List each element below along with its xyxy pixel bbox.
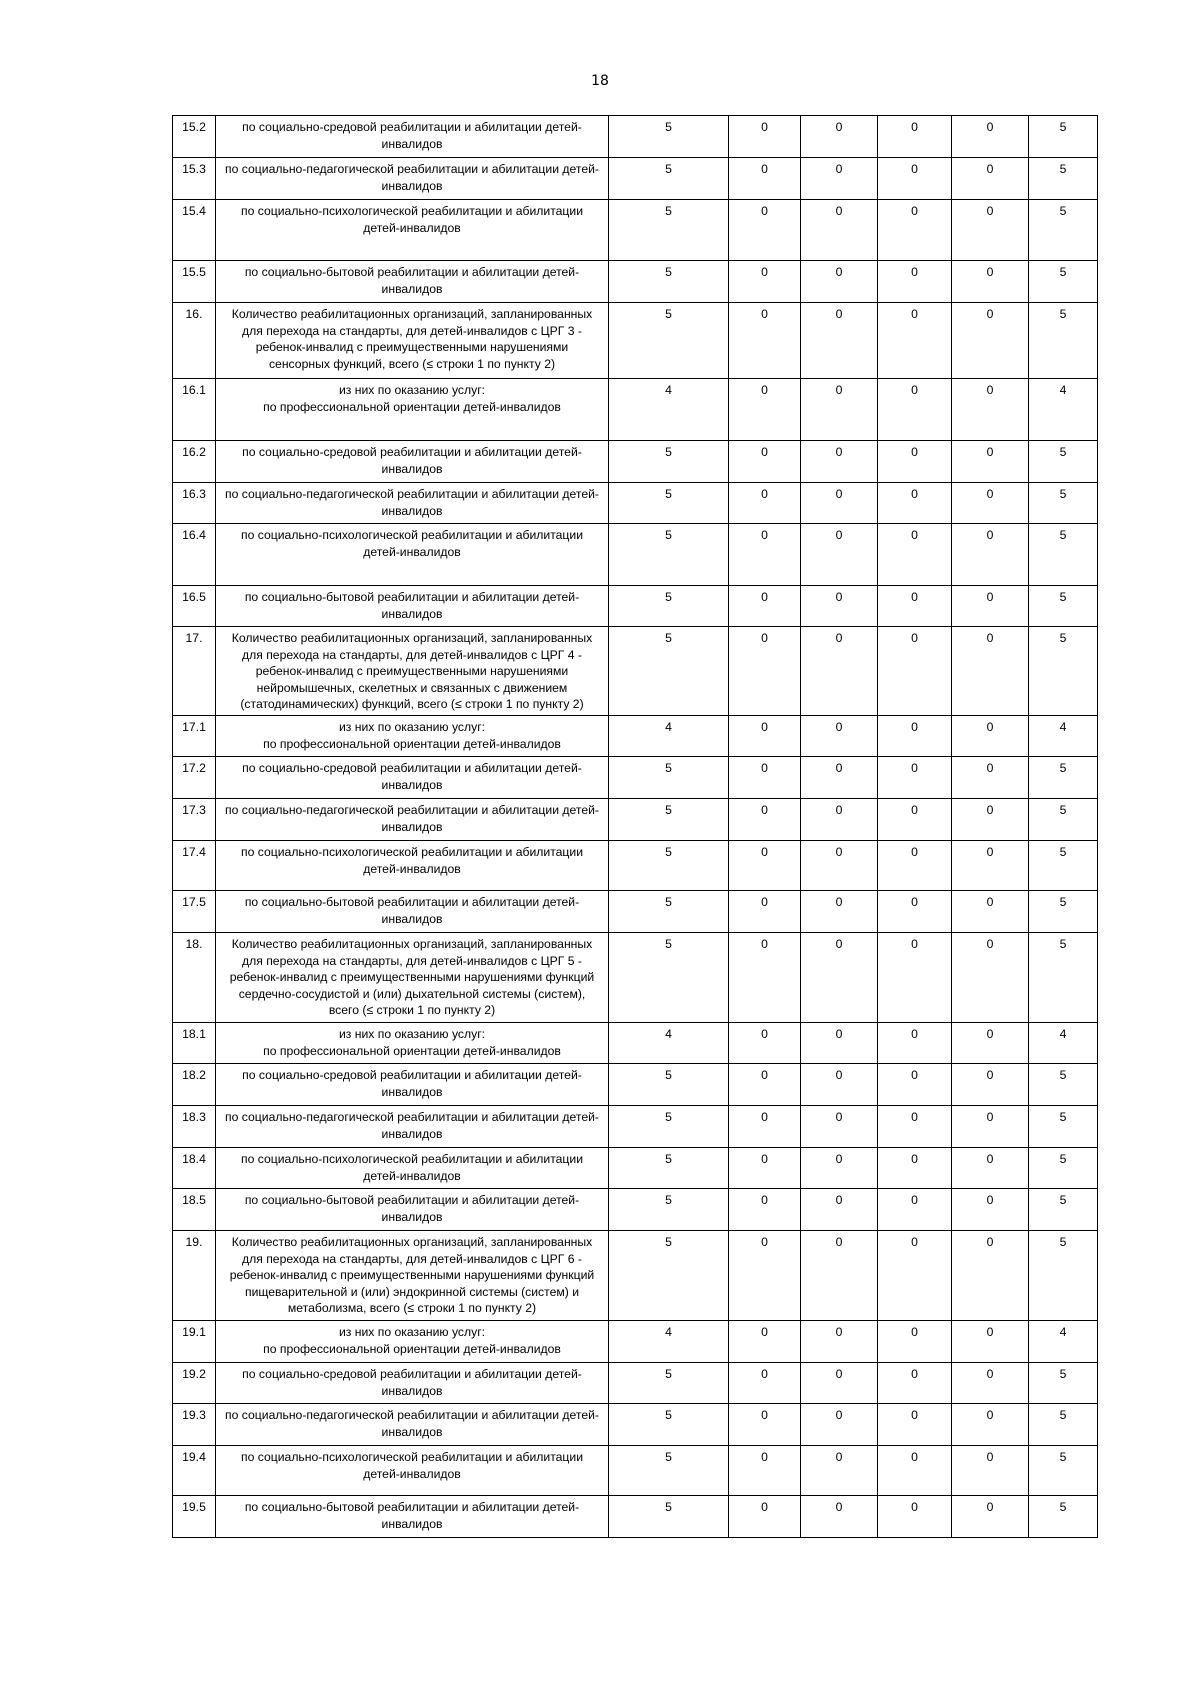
- page-number: 18: [591, 73, 609, 89]
- value-cell-col-3: 0: [801, 116, 878, 158]
- value-cell-col-3: 0: [801, 891, 878, 933]
- table-row: [173, 716, 1098, 757]
- value-cell-col-5: 0: [952, 1321, 1029, 1363]
- row-number: 16.4: [173, 524, 216, 586]
- table-row: [173, 200, 1098, 261]
- value-cell-col-4: 0: [878, 441, 952, 483]
- value-cell-col-5: 0: [952, 1064, 1029, 1106]
- value-cell-col-2: 0: [729, 1404, 801, 1446]
- row-number: 18.3: [173, 1106, 216, 1148]
- table-row: [173, 379, 1098, 441]
- value-cell-col-2: 0: [729, 716, 801, 757]
- value-cell-col-1: 5: [609, 1148, 729, 1189]
- row-description: по социально-средовой реабилитации и абилитации детей- инвалидов: [216, 1064, 609, 1106]
- value-cell-col-6: 5: [1029, 1189, 1098, 1231]
- row-number: 19.4: [173, 1446, 216, 1496]
- value-cell-col-1: 5: [609, 1064, 729, 1106]
- value-cell-col-2: 0: [729, 303, 801, 379]
- table-row: [173, 1189, 1098, 1231]
- value-cell-col-6: 5: [1029, 799, 1098, 841]
- value-cell-col-4: 0: [878, 1363, 952, 1404]
- row-description: по социально-педагогической реабилитации и абилитации детей- инвалидов: [216, 158, 609, 200]
- value-cell-col-1: 5: [609, 261, 729, 303]
- row-number: 17.4: [173, 841, 216, 891]
- value-cell-col-6: 5: [1029, 261, 1098, 303]
- value-cell-col-1: 5: [609, 1189, 729, 1231]
- row-number: 16.5: [173, 586, 216, 627]
- value-cell-col-5: 0: [952, 158, 1029, 200]
- row-description: по социально-бытовой реабилитации и абилитации детей- инвалидов: [216, 261, 609, 303]
- row-number: 15.5: [173, 261, 216, 303]
- row-number: 19.5: [173, 1496, 216, 1538]
- value-cell-col-6: 5: [1029, 483, 1098, 524]
- value-cell-col-1: 5: [609, 1106, 729, 1148]
- value-cell-col-5: 0: [952, 524, 1029, 586]
- value-cell-col-5: 0: [952, 1148, 1029, 1189]
- value-cell-col-3: 0: [801, 1189, 878, 1231]
- value-cell-col-3: 0: [801, 1231, 878, 1321]
- row-description: по социально-педагогической реабилитации и абилитации детей- инвалидов: [216, 1404, 609, 1446]
- row-description: по социально-бытовой реабилитации и абилитации детей- инвалидов: [216, 1496, 609, 1538]
- value-cell-col-2: 0: [729, 1064, 801, 1106]
- value-cell-col-4: 0: [878, 1404, 952, 1446]
- table-body: [173, 116, 1098, 1538]
- value-cell-col-6: 5: [1029, 303, 1098, 379]
- row-description: по социально-средовой реабилитации и абилитации детей- инвалидов: [216, 441, 609, 483]
- value-cell-col-4: 0: [878, 200, 952, 261]
- value-cell-col-6: 5: [1029, 200, 1098, 261]
- value-cell-col-6: 5: [1029, 757, 1098, 799]
- table-row: [173, 303, 1098, 379]
- row-number: 18.2: [173, 1064, 216, 1106]
- value-cell-col-6: 5: [1029, 158, 1098, 200]
- value-cell-col-4: 0: [878, 261, 952, 303]
- value-cell-col-5: 0: [952, 716, 1029, 757]
- table-row: [173, 1496, 1098, 1538]
- row-description: по социально-бытовой реабилитации и абилитации детей- инвалидов: [216, 586, 609, 627]
- value-cell-col-3: 0: [801, 158, 878, 200]
- value-cell-col-1: 5: [609, 891, 729, 933]
- row-number: 19.: [173, 1231, 216, 1321]
- value-cell-col-4: 0: [878, 1189, 952, 1231]
- value-cell-col-1: 5: [609, 799, 729, 841]
- value-cell-col-4: 0: [878, 1064, 952, 1106]
- value-cell-col-3: 0: [801, 1023, 878, 1064]
- value-cell-col-1: 5: [609, 483, 729, 524]
- value-cell-col-1: 5: [609, 1496, 729, 1538]
- value-cell-col-4: 0: [878, 1148, 952, 1189]
- value-cell-col-3: 0: [801, 483, 878, 524]
- value-cell-col-3: 0: [801, 1363, 878, 1404]
- row-description: из них по оказанию услуг: по профессиональной ориентации детей-инвалидов: [216, 1023, 609, 1064]
- value-cell-col-3: 0: [801, 524, 878, 586]
- value-cell-col-2: 0: [729, 1189, 801, 1231]
- value-cell-col-6: 5: [1029, 441, 1098, 483]
- value-cell-col-2: 0: [729, 1231, 801, 1321]
- value-cell-col-4: 0: [878, 1023, 952, 1064]
- value-cell-col-1: 5: [609, 1446, 729, 1496]
- row-description: по социально-психологической реабилитации и абилитации детей-инвалидов: [216, 1446, 609, 1496]
- value-cell-col-2: 0: [729, 757, 801, 799]
- row-number: 18.4: [173, 1148, 216, 1189]
- table-row: [173, 158, 1098, 200]
- value-cell-col-1: 5: [609, 1363, 729, 1404]
- value-cell-col-6: 4: [1029, 716, 1098, 757]
- value-cell-col-3: 0: [801, 1446, 878, 1496]
- table-row: [173, 933, 1098, 1023]
- row-description: по социально-педагогической реабилитации и абилитации детей- инвалидов: [216, 483, 609, 524]
- value-cell-col-4: 0: [878, 586, 952, 627]
- value-cell-col-6: 5: [1029, 1404, 1098, 1446]
- value-cell-col-5: 0: [952, 1496, 1029, 1538]
- value-cell-col-2: 0: [729, 379, 801, 441]
- value-cell-col-2: 0: [729, 524, 801, 586]
- table-row: [173, 1148, 1098, 1189]
- row-number: 16.2: [173, 441, 216, 483]
- value-cell-col-2: 0: [729, 841, 801, 891]
- value-cell-col-4: 0: [878, 627, 952, 716]
- value-cell-col-3: 0: [801, 200, 878, 261]
- value-cell-col-4: 0: [878, 1446, 952, 1496]
- value-cell-col-4: 0: [878, 1496, 952, 1538]
- value-cell-col-5: 0: [952, 1023, 1029, 1064]
- value-cell-col-4: 0: [878, 757, 952, 799]
- value-cell-col-4: 0: [878, 841, 952, 891]
- row-description: по социально-средовой реабилитации и абилитации детей- инвалидов: [216, 116, 609, 158]
- value-cell-col-3: 0: [801, 1106, 878, 1148]
- row-description: Количество реабилитационных организаций, запланированных для перехода на стандарты, для детей-инвалидов с ЦРГ 6 - ребенок-инвалид с преимущественными нарушениями функций пищеварительной и (или) эндокринной системы (систем) и метаболизма, всего (≤ строки 1 по пункту 2): [216, 1231, 609, 1321]
- value-cell-col-2: 0: [729, 799, 801, 841]
- value-cell-col-4: 0: [878, 1106, 952, 1148]
- value-cell-col-4: 0: [878, 1321, 952, 1363]
- value-cell-col-5: 0: [952, 933, 1029, 1023]
- value-cell-col-3: 0: [801, 933, 878, 1023]
- value-cell-col-6: 4: [1029, 1321, 1098, 1363]
- value-cell-col-4: 0: [878, 933, 952, 1023]
- row-number: 18.1: [173, 1023, 216, 1064]
- row-number: 15.3: [173, 158, 216, 200]
- row-number: 17.: [173, 627, 216, 716]
- value-cell-col-5: 0: [952, 303, 1029, 379]
- value-cell-col-2: 0: [729, 1148, 801, 1189]
- row-description: по социально-психологической реабилитации и абилитации детей-инвалидов: [216, 524, 609, 586]
- table-row: [173, 1106, 1098, 1148]
- value-cell-col-6: 5: [1029, 1148, 1098, 1189]
- row-description: из них по оказанию услуг: по профессиональной ориентации детей-инвалидов: [216, 716, 609, 757]
- value-cell-col-2: 0: [729, 1496, 801, 1538]
- value-cell-col-4: 0: [878, 158, 952, 200]
- row-description: Количество реабилитационных организаций, запланированных для перехода на стандарты, для детей-инвалидов с ЦРГ 4 - ребенок-инвалид с преимущественными нарушениями нейромышечных, скелетных и связанных с движением (статодинамических) функций, всего (≤ строки 1 по пункту 2): [216, 627, 609, 716]
- row-number: 19.1: [173, 1321, 216, 1363]
- row-number: 16.3: [173, 483, 216, 524]
- value-cell-col-5: 0: [952, 586, 1029, 627]
- value-cell-col-5: 0: [952, 379, 1029, 441]
- table-row: [173, 627, 1098, 716]
- value-cell-col-1: 5: [609, 586, 729, 627]
- value-cell-col-2: 0: [729, 1321, 801, 1363]
- value-cell-col-5: 0: [952, 627, 1029, 716]
- value-cell-col-3: 0: [801, 1496, 878, 1538]
- row-description: по социально-средовой реабилитации и абилитации детей- инвалидов: [216, 1363, 609, 1404]
- value-cell-col-2: 0: [729, 1446, 801, 1496]
- row-description: по социально-педагогической реабилитации и абилитации детей- инвалидов: [216, 1106, 609, 1148]
- value-cell-col-4: 0: [878, 891, 952, 933]
- value-cell-col-1: 5: [609, 1231, 729, 1321]
- report-table: [172, 115, 1098, 1538]
- row-description: Количество реабилитационных организаций, запланированных для перехода на стандарты, для детей-инвалидов с ЦРГ 5 - ребенок-инвалид с преимущественными нарушениями функций сердечно-сосудистой и (или) дыхательной системы (систем), всего (≤ строки 1 по пункту 2): [216, 933, 609, 1023]
- table-row: [173, 1064, 1098, 1106]
- value-cell-col-2: 0: [729, 627, 801, 716]
- value-cell-col-4: 0: [878, 799, 952, 841]
- table-row: [173, 261, 1098, 303]
- value-cell-col-5: 0: [952, 1231, 1029, 1321]
- value-cell-col-1: 4: [609, 716, 729, 757]
- table-row: [173, 1023, 1098, 1064]
- table-row: [173, 757, 1098, 799]
- value-cell-col-2: 0: [729, 200, 801, 261]
- value-cell-col-2: 0: [729, 1106, 801, 1148]
- value-cell-col-1: 5: [609, 441, 729, 483]
- value-cell-col-2: 0: [729, 261, 801, 303]
- value-cell-col-5: 0: [952, 483, 1029, 524]
- value-cell-col-6: 5: [1029, 1496, 1098, 1538]
- row-number: 16.: [173, 303, 216, 379]
- row-number: 15.4: [173, 200, 216, 261]
- value-cell-col-6: 5: [1029, 1231, 1098, 1321]
- value-cell-col-2: 0: [729, 891, 801, 933]
- value-cell-col-3: 0: [801, 303, 878, 379]
- table-row: [173, 1231, 1098, 1321]
- value-cell-col-5: 0: [952, 1404, 1029, 1446]
- value-cell-col-5: 0: [952, 1446, 1029, 1496]
- value-cell-col-3: 0: [801, 261, 878, 303]
- value-cell-col-4: 0: [878, 483, 952, 524]
- value-cell-col-6: 5: [1029, 1363, 1098, 1404]
- value-cell-col-4: 0: [878, 379, 952, 441]
- row-description: из них по оказанию услуг: по профессиональной ориентации детей-инвалидов: [216, 1321, 609, 1363]
- value-cell-col-5: 0: [952, 116, 1029, 158]
- value-cell-col-1: 4: [609, 1023, 729, 1064]
- value-cell-col-3: 0: [801, 1064, 878, 1106]
- value-cell-col-6: 5: [1029, 1064, 1098, 1106]
- value-cell-col-3: 0: [801, 1148, 878, 1189]
- value-cell-col-4: 0: [878, 303, 952, 379]
- table-row: [173, 116, 1098, 158]
- row-number: 17.2: [173, 757, 216, 799]
- row-description: по социально-педагогической реабилитации и абилитации детей- инвалидов: [216, 799, 609, 841]
- table-row: [173, 1321, 1098, 1363]
- value-cell-col-2: 0: [729, 483, 801, 524]
- value-cell-col-2: 0: [729, 116, 801, 158]
- table-row: [173, 483, 1098, 524]
- row-number: 17.5: [173, 891, 216, 933]
- row-description: из них по оказанию услуг: по профессиональной ориентации детей-инвалидов: [216, 379, 609, 441]
- value-cell-col-4: 0: [878, 716, 952, 757]
- table-row: [173, 1363, 1098, 1404]
- value-cell-col-1: 4: [609, 1321, 729, 1363]
- table-row: [173, 1446, 1098, 1496]
- row-description: по социально-психологической реабилитации и абилитации детей-инвалидов: [216, 841, 609, 891]
- row-number: 17.1: [173, 716, 216, 757]
- row-description: по социально-средовой реабилитации и абилитации детей- инвалидов: [216, 757, 609, 799]
- value-cell-col-5: 0: [952, 200, 1029, 261]
- value-cell-col-5: 0: [952, 841, 1029, 891]
- value-cell-col-3: 0: [801, 799, 878, 841]
- value-cell-col-3: 0: [801, 379, 878, 441]
- value-cell-col-6: 5: [1029, 891, 1098, 933]
- value-cell-col-2: 0: [729, 441, 801, 483]
- value-cell-col-1: 4: [609, 379, 729, 441]
- value-cell-col-6: 5: [1029, 1446, 1098, 1496]
- value-cell-col-1: 5: [609, 303, 729, 379]
- value-cell-col-5: 0: [952, 1363, 1029, 1404]
- value-cell-col-2: 0: [729, 1023, 801, 1064]
- value-cell-col-6: 5: [1029, 841, 1098, 891]
- row-number: 18.5: [173, 1189, 216, 1231]
- row-number: 19.3: [173, 1404, 216, 1446]
- value-cell-col-5: 0: [952, 891, 1029, 933]
- row-number: 18.: [173, 933, 216, 1023]
- row-description: по социально-бытовой реабилитации и абилитации детей- инвалидов: [216, 1189, 609, 1231]
- value-cell-col-1: 5: [609, 200, 729, 261]
- row-description: Количество реабилитационных организаций, запланированных для перехода на стандарты, для детей-инвалидов с ЦРГ 3 - ребенок-инвалид с преимущественными нарушениями сенсорных функций, всего (≤ строки 1 по пункту 2): [216, 303, 609, 379]
- value-cell-col-3: 0: [801, 716, 878, 757]
- value-cell-col-3: 0: [801, 1404, 878, 1446]
- value-cell-col-1: 5: [609, 116, 729, 158]
- value-cell-col-1: 5: [609, 841, 729, 891]
- value-cell-col-5: 0: [952, 1106, 1029, 1148]
- value-cell-col-1: 5: [609, 933, 729, 1023]
- row-description: по социально-бытовой реабилитации и абилитации детей- инвалидов: [216, 891, 609, 933]
- table-row: [173, 799, 1098, 841]
- value-cell-col-4: 0: [878, 524, 952, 586]
- value-cell-col-5: 0: [952, 757, 1029, 799]
- value-cell-col-5: 0: [952, 261, 1029, 303]
- row-number: 16.1: [173, 379, 216, 441]
- value-cell-col-2: 0: [729, 158, 801, 200]
- table-row: [173, 891, 1098, 933]
- value-cell-col-4: 0: [878, 1231, 952, 1321]
- value-cell-col-1: 5: [609, 158, 729, 200]
- value-cell-col-6: 5: [1029, 627, 1098, 716]
- row-number: 15.2: [173, 116, 216, 158]
- value-cell-col-6: 5: [1029, 933, 1098, 1023]
- value-cell-col-3: 0: [801, 586, 878, 627]
- value-cell-col-2: 0: [729, 586, 801, 627]
- row-number: 19.2: [173, 1363, 216, 1404]
- table-row: [173, 1404, 1098, 1446]
- value-cell-col-6: 4: [1029, 1023, 1098, 1064]
- value-cell-col-1: 5: [609, 524, 729, 586]
- value-cell-col-3: 0: [801, 627, 878, 716]
- value-cell-col-1: 5: [609, 757, 729, 799]
- value-cell-col-6: 4: [1029, 379, 1098, 441]
- value-cell-col-4: 0: [878, 116, 952, 158]
- value-cell-col-1: 5: [609, 1404, 729, 1446]
- value-cell-col-5: 0: [952, 1189, 1029, 1231]
- value-cell-col-6: 5: [1029, 1106, 1098, 1148]
- value-cell-col-6: 5: [1029, 586, 1098, 627]
- table-row: [173, 586, 1098, 627]
- value-cell-col-3: 0: [801, 441, 878, 483]
- value-cell-col-6: 5: [1029, 116, 1098, 158]
- value-cell-col-2: 0: [729, 1363, 801, 1404]
- table-row: [173, 841, 1098, 891]
- value-cell-col-5: 0: [952, 799, 1029, 841]
- value-cell-col-2: 0: [729, 933, 801, 1023]
- value-cell-col-3: 0: [801, 757, 878, 799]
- value-cell-col-5: 0: [952, 441, 1029, 483]
- row-description: по социально-психологической реабилитации и абилитации детей-инвалидов: [216, 1148, 609, 1189]
- row-number: 17.3: [173, 799, 216, 841]
- value-cell-col-6: 5: [1029, 524, 1098, 586]
- value-cell-col-3: 0: [801, 841, 878, 891]
- table-row: [173, 441, 1098, 483]
- row-description: по социально-психологической реабилитации и абилитации детей-инвалидов: [216, 200, 609, 261]
- value-cell-col-1: 5: [609, 627, 729, 716]
- value-cell-col-3: 0: [801, 1321, 878, 1363]
- table-row: [173, 524, 1098, 586]
